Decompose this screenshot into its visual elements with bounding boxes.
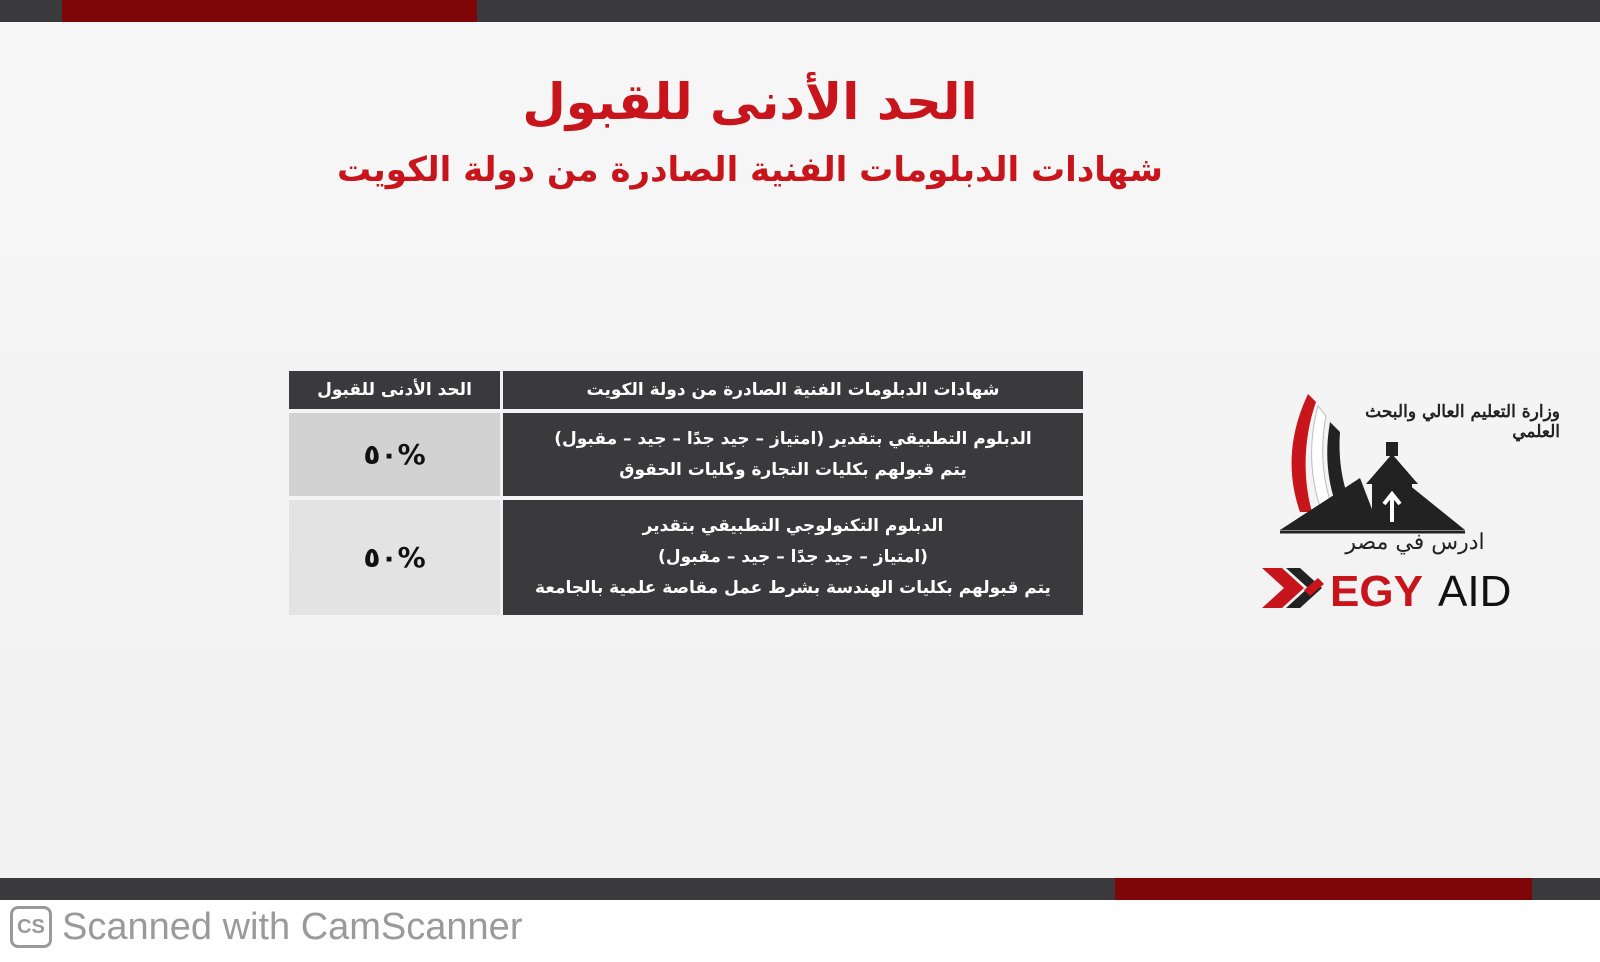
brand-egy: EGY	[1330, 567, 1423, 616]
certificate-line: الدبلوم التطبيقي بتقدير (امتياز – جيد جدًا – جيد – مقبول)	[554, 428, 1032, 449]
certificate-line: يتم قبولهم بكليات الهندسة بشرط عمل مقاصة علمية بالجامعة	[535, 578, 1051, 598]
certificate-line: يتم قبولهم بكليات التجارة وكليات الحقوق	[619, 459, 967, 480]
ministry-name: وزارة التعليم العالي والبحث العلمي	[1365, 402, 1560, 442]
page-title: الحد الأدنى للقبول	[522, 73, 978, 131]
ministry-logo	[1260, 392, 1560, 632]
top-bar-accent	[62, 0, 477, 22]
certificate-line: الدبلوم التكنولوجي التطبيقي بتقدير	[642, 516, 944, 536]
top-bar	[0, 0, 1600, 22]
table-row	[289, 500, 1083, 615]
bottom-bar	[0, 878, 1600, 900]
header-minimum: الحد الأدنى للقبول	[289, 371, 500, 409]
admission-table	[289, 367, 1083, 619]
header-certificates: شهادات الدبلومات الفنية الصادرة من دولة الكويت	[500, 371, 1083, 409]
camscanner-icon: CS	[10, 906, 52, 948]
table-header-row	[289, 371, 1083, 409]
certificate-cell	[500, 413, 1083, 496]
egyaid-logo	[1260, 560, 1560, 616]
watermark-text: Scanned with CamScanner	[62, 905, 523, 948]
minimum-cell: %٥٠	[289, 500, 500, 615]
certificate-cell	[500, 500, 1083, 615]
table-row	[289, 413, 1083, 496]
brand-aid: AID	[1438, 567, 1512, 616]
study-in-egypt-text: ادرس في مصر	[1345, 530, 1485, 555]
page-subtitle: شهادات الدبلومات الفنية الصادرة من دولة الكويت	[337, 150, 1163, 190]
certificate-line: (امتياز – جيد جدًا – جيد – مقبول)	[658, 547, 928, 567]
bottom-bar-accent	[1115, 878, 1532, 900]
camscanner-watermark	[10, 902, 522, 952]
minimum-cell: %٥٠	[289, 413, 500, 496]
